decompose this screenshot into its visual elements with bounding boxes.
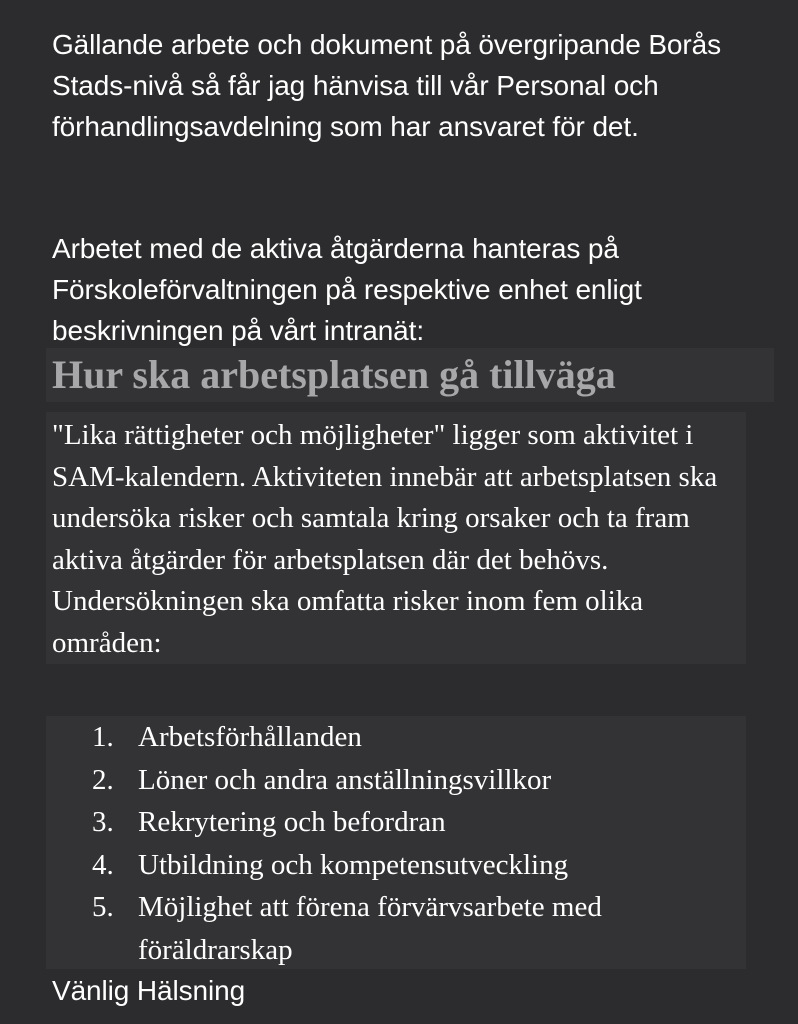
list-item-text: Rekrytering och befordran — [138, 806, 446, 838]
risk-areas-list — [46, 716, 738, 971]
list-item-number: 1. — [92, 721, 114, 753]
list-item — [46, 801, 738, 844]
quoted-paragraph: "Lika rättigheter och möjligheter" ligger som aktivitet i SAM-kalendern. Aktiviteten innebär att arbetsplatsen ska undersöka risker och samtala kring orsaker och ta fram aktiva åtgärder för arbetsplatsen där det behövs. Undersökningen ska omfatta risker inom fem olika områden: — [52, 419, 718, 659]
quoted-heading-block — [46, 348, 774, 402]
list-item-number: 4. — [92, 848, 114, 881]
list-item-text: Utbildning och kompetensutveckling — [138, 848, 569, 881]
list-item — [46, 759, 738, 802]
list-item-text: Arbetsförhållanden — [138, 721, 362, 753]
quoted-heading: Hur ska arbetsplatsen gå tillväga — [52, 352, 616, 397]
quoted-list-block — [46, 716, 746, 969]
quoted-text-block — [46, 412, 746, 664]
process-paragraph: Arbetet med de aktiva åtgärderna hanteras på Förskoleförvaltningen på respektive enhet enligt beskrivningen på vårt intranät: — [52, 233, 642, 346]
list-item-number: 3. — [92, 806, 114, 838]
intro-paragraph: Gällande arbete och dokument på övergripande Borås Stads-nivå så får jag hänvisa till vår Personal och förhandlingsavdelning som har ansvaret för det. — [52, 29, 721, 142]
list-item-number: 2. — [92, 763, 114, 796]
list-item-number: 5. — [92, 891, 114, 923]
list-item — [46, 716, 738, 759]
list-item — [46, 886, 738, 971]
closing-greeting: Vänlig Hälsning — [52, 975, 246, 1006]
list-item-text: Möjlighet att förena förvärvsarbete med föräldrarskap — [138, 891, 602, 966]
list-item — [46, 844, 738, 887]
list-item-text: Löner och andra anställningsvillkor — [138, 763, 552, 796]
